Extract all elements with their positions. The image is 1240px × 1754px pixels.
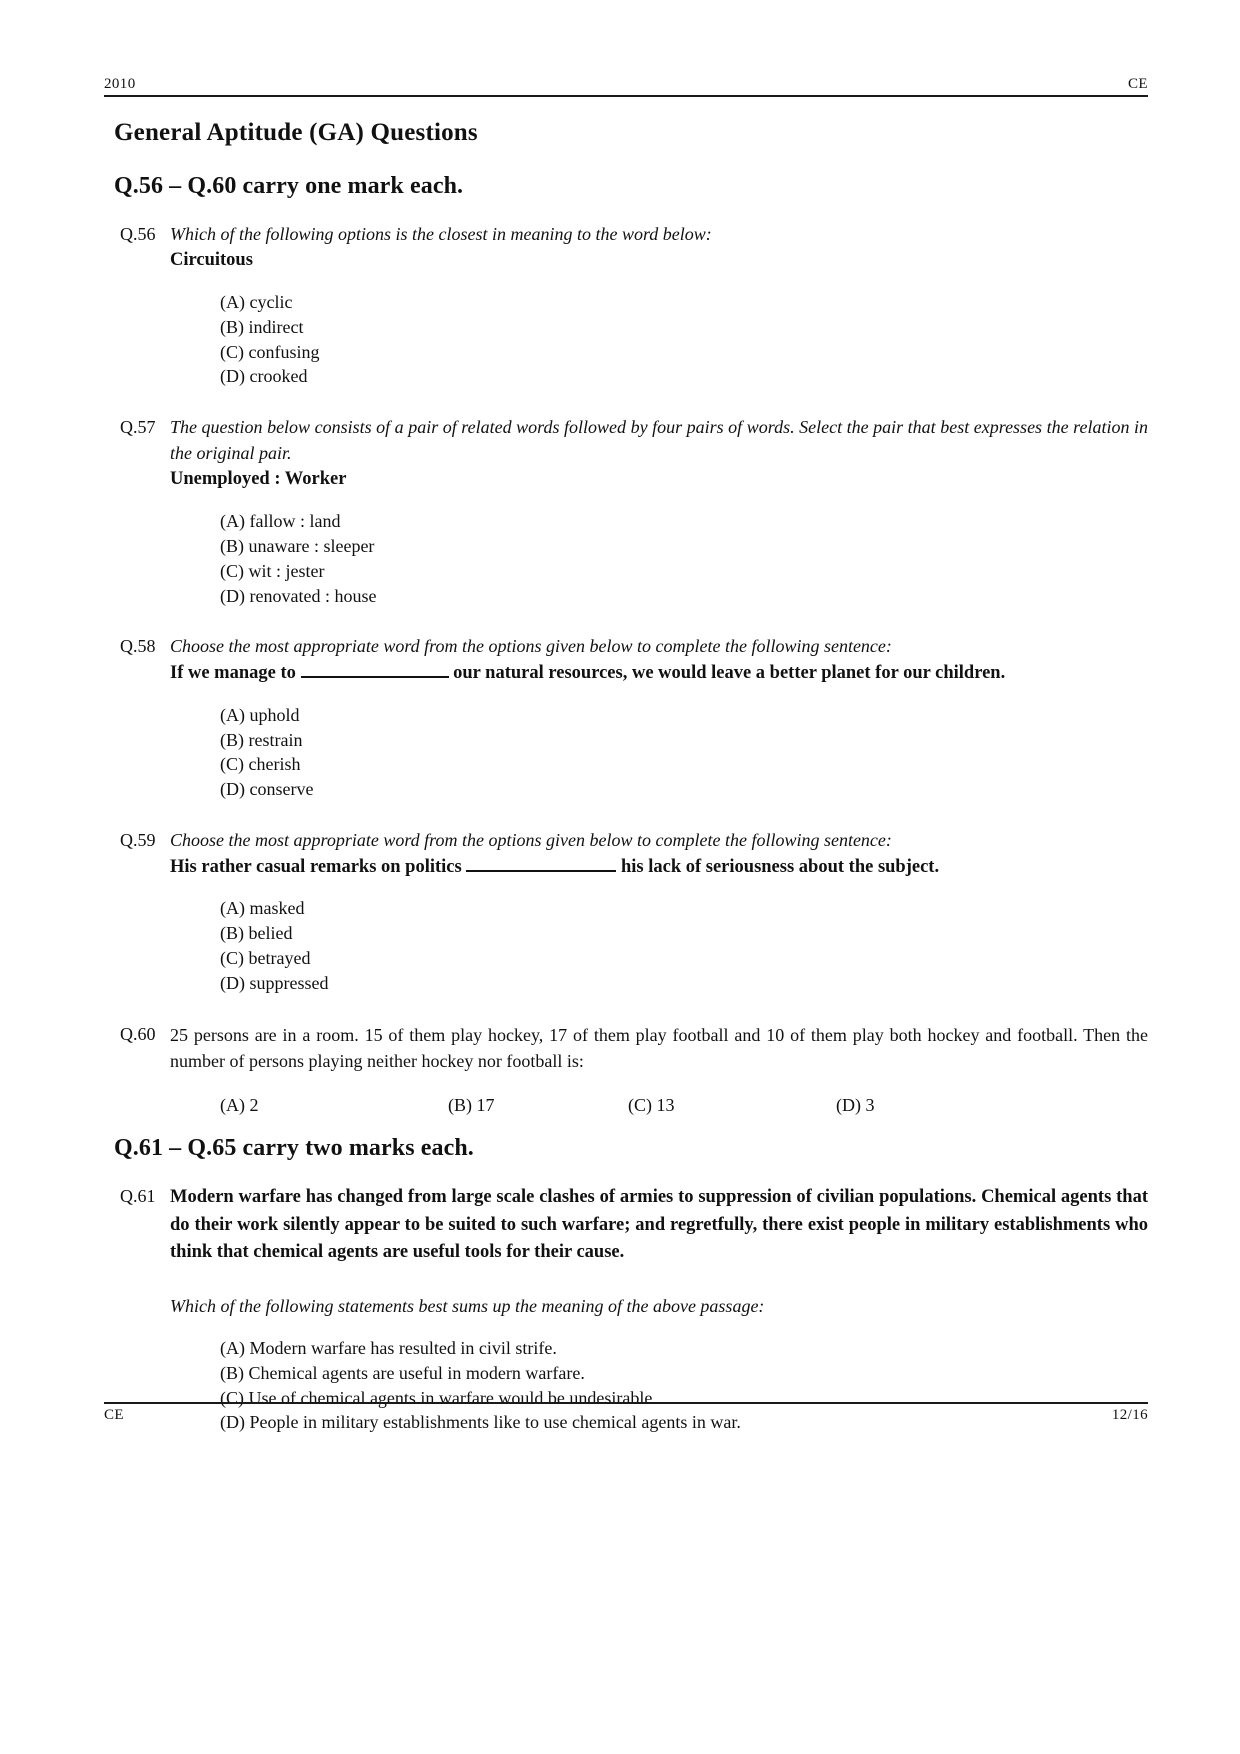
section-heading-one-mark: Q.56 – Q.60 carry one mark each. xyxy=(114,172,464,199)
page-footer xyxy=(104,1402,1148,1424)
question-passage: Modern warfare has changed from large scale clashes of armies to suppression of civilian populations. Chemical agents that do their work silently appear to be suited to such warfare; and regretfully, there exist people in military establishments who think that chemical agents are useful tools for their cause. xyxy=(170,1187,1148,1263)
sentence-after-blank: our natural resources, we would leave a better planet for our children. xyxy=(453,662,1006,683)
spacer xyxy=(104,624,1148,634)
option-b[interactable]: (B) Chemical agents are useful in modern warfare. xyxy=(220,1362,585,1383)
question-keyword: Unemployed : Worker xyxy=(170,469,347,490)
question-q58 xyxy=(104,634,1148,802)
question-number: Q.59 xyxy=(120,830,156,851)
question-keyword: Circuitous xyxy=(170,250,253,271)
question-body xyxy=(170,222,1148,390)
question-q57 xyxy=(104,415,1148,608)
question-sub-stem: Which of the following statements best sums up the meaning of the above passage: xyxy=(170,1296,765,1317)
option-c[interactable]: (C) wit : jester xyxy=(220,560,325,581)
answer-blank[interactable] xyxy=(466,870,616,872)
option-c[interactable]: (C) confusing xyxy=(220,341,320,362)
question-number: Q.58 xyxy=(120,636,156,657)
spacer xyxy=(104,405,1148,415)
sentence-before-blank: If we manage to xyxy=(170,662,296,683)
option-list xyxy=(170,290,1148,389)
option-a[interactable]: (A) Modern warfare has resulted in civil strife. xyxy=(220,1337,557,1358)
question-body xyxy=(170,634,1148,802)
question-body xyxy=(170,1022,1148,1118)
option-list xyxy=(170,703,1148,802)
option-a[interactable]: (A) 2 xyxy=(220,1094,259,1115)
option-c[interactable]: (C) cherish xyxy=(220,754,301,775)
question-q61 xyxy=(104,1184,1148,1435)
question-stem: Choose the most appropriate word from the options given below to complete the following sentence: xyxy=(170,636,892,657)
question-body xyxy=(170,415,1148,608)
question-body xyxy=(170,828,1148,996)
answer-blank[interactable] xyxy=(301,676,449,678)
sentence-after-blank: his lack of seriousness about the subject. xyxy=(620,856,940,877)
option-d[interactable]: (D) renovated : house xyxy=(220,585,377,606)
option-b[interactable]: (B) 17 xyxy=(448,1094,495,1115)
option-c[interactable]: (C) betrayed xyxy=(220,948,311,969)
option-b[interactable]: (B) restrain xyxy=(220,729,303,750)
question-number: Q.61 xyxy=(120,1186,156,1207)
question-stem: Choose the most appropriate word from the options given below to complete the following sentence: xyxy=(170,830,892,851)
option-d[interactable]: (D) suppressed xyxy=(220,972,329,993)
question-q60 xyxy=(104,1022,1148,1118)
option-a[interactable]: (A) masked xyxy=(220,898,305,919)
running-header xyxy=(104,76,1148,95)
option-c[interactable]: (C) 13 xyxy=(628,1094,675,1115)
option-list xyxy=(170,1094,1148,1117)
question-number: Q.60 xyxy=(120,1023,156,1044)
question-number: Q.56 xyxy=(120,223,156,244)
option-a[interactable]: (A) fallow : land xyxy=(220,511,341,532)
footer-page-number: 12/16 xyxy=(1111,1407,1148,1423)
option-d[interactable]: (D) 3 xyxy=(836,1094,875,1115)
question-fill-sentence xyxy=(170,660,1148,687)
question-stem: Which of the following options is the closest in meaning to the word below: xyxy=(170,223,712,244)
option-list xyxy=(170,509,1148,608)
option-c[interactable]: (C) Use of chemical agents in warfare would be undesirable. xyxy=(220,1387,657,1408)
section-heading-two-marks: Q.61 – Q.65 carry two marks each. xyxy=(114,1135,474,1162)
option-d[interactable]: (D) People in military establishments like to use chemical agents in war. xyxy=(220,1412,741,1433)
option-list xyxy=(170,896,1148,995)
question-number: Q.57 xyxy=(120,417,156,438)
spacer xyxy=(104,818,1148,828)
page-title: General Aptitude (GA) Questions xyxy=(114,118,478,146)
question-fill-sentence xyxy=(170,854,1148,881)
header-year: 2010 xyxy=(104,76,136,92)
question-q56 xyxy=(104,222,1148,390)
header-rule xyxy=(104,95,1148,97)
sentence-before-blank: His rather casual remarks on politics xyxy=(170,856,462,877)
option-d[interactable]: (D) crooked xyxy=(220,366,308,387)
question-body xyxy=(170,1184,1148,1435)
question-q59 xyxy=(104,828,1148,996)
header-paper-code: CE xyxy=(1128,76,1148,92)
spacer xyxy=(104,1012,1148,1022)
option-b[interactable]: (B) belied xyxy=(220,923,293,944)
footer-paper-code: CE xyxy=(104,1407,124,1423)
option-d[interactable]: (D) conserve xyxy=(220,779,314,800)
option-b[interactable]: (B) unaware : sleeper xyxy=(220,535,375,556)
option-a[interactable]: (A) cyclic xyxy=(220,291,293,312)
option-a[interactable]: (A) uphold xyxy=(220,704,300,725)
question-stem: 25 persons are in a room. 15 of them play hockey, 17 of them play football and 10 of them play both hockey and football. Then the number of persons playing neither hockey nor football is: xyxy=(170,1024,1148,1071)
option-b[interactable]: (B) indirect xyxy=(220,316,304,337)
question-stem: The question below consists of a pair of related words followed by four pairs of words. Select the pair that best expresses the relation in the original pair. xyxy=(170,417,1148,463)
